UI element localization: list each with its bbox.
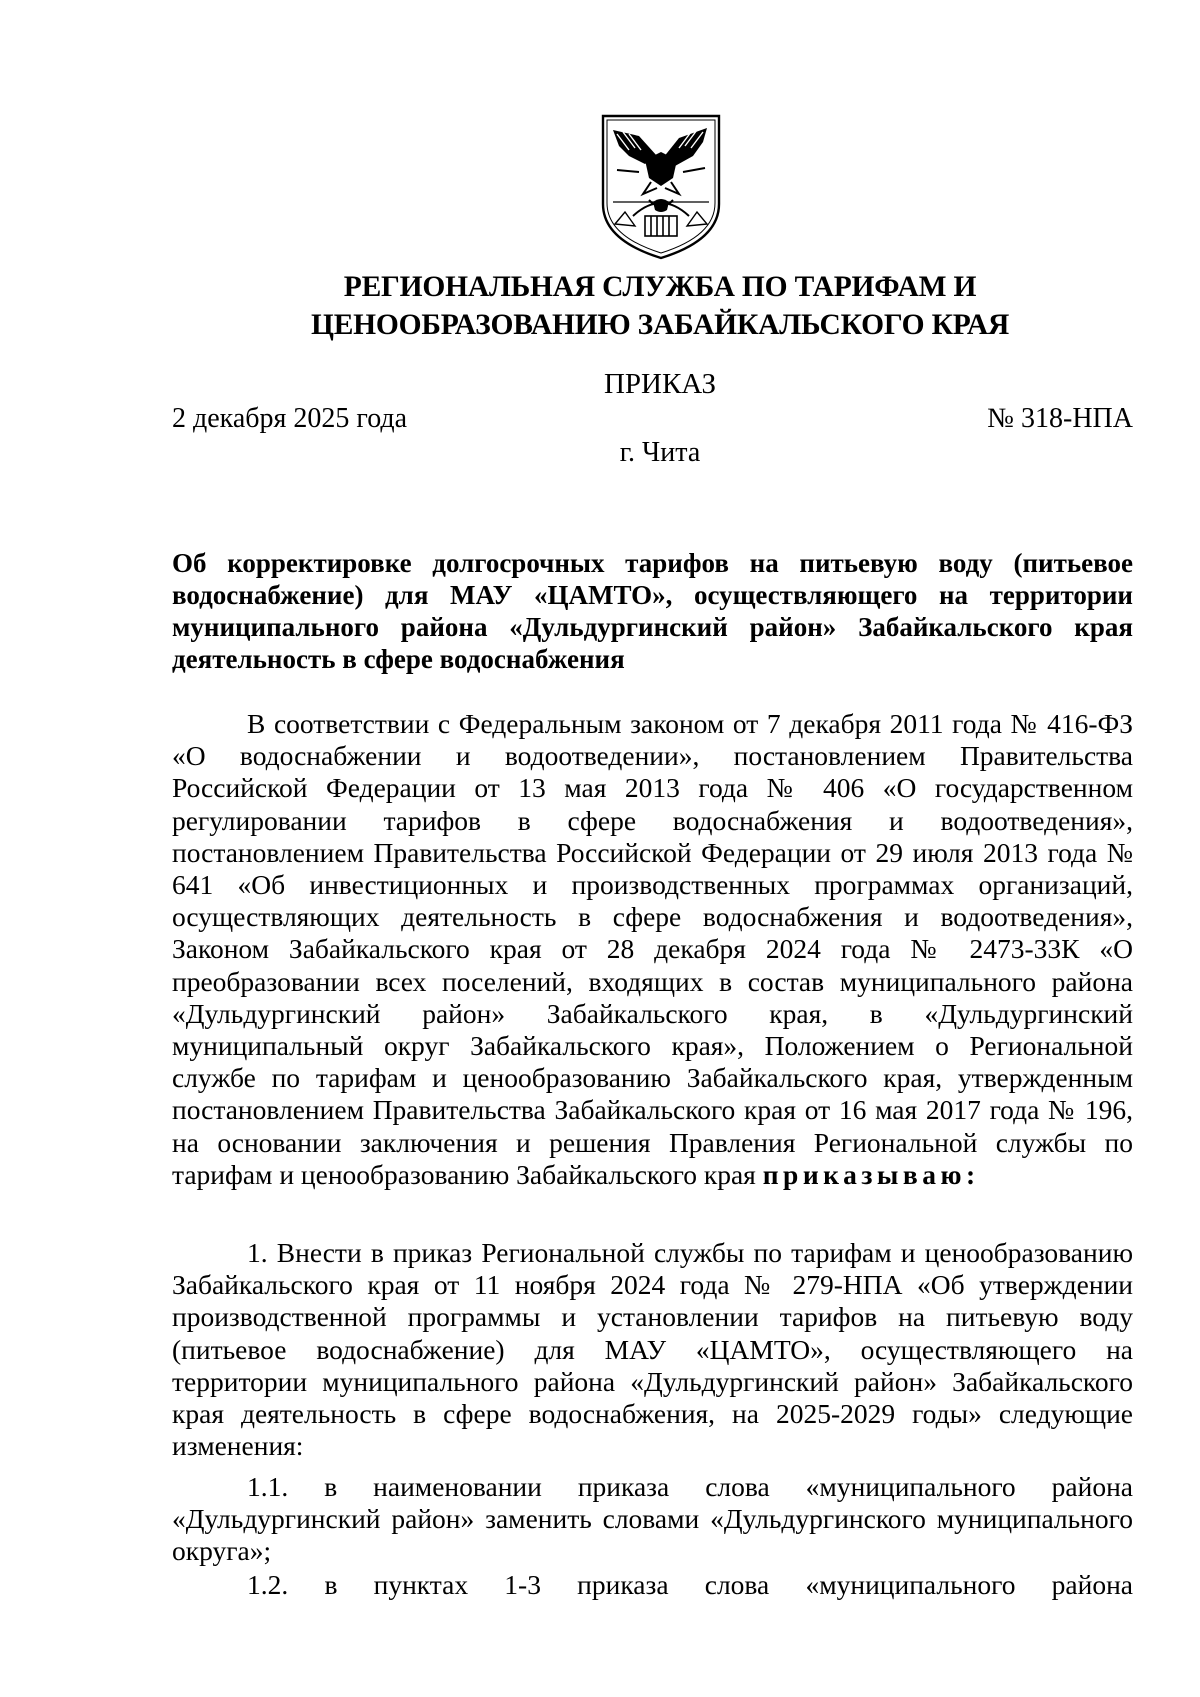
- item-1-2-paragraph: 1.2. в пунктах 1-3 приказа слова «муниципального района: [247, 1569, 1133, 1600]
- item-1-paragraph: 1. Внести в приказ Региональной службы по тарифам и ценообразованию Забайкальского края от 11 ноября 2024 года № 279-НПА «Об утверждении производственной программы и установлении тарифов на питьевую воду (питьевое водоснабжение) для МАУ «ЦАМТО», осуществляющего на территории муниципального района «Дульдургинский район» Забайкальского края деятельность в сфере водоснабжения, на 2025-2029 годы» следующие изменения:: [172, 1237, 1133, 1462]
- order-word: приказываю:: [762, 1158, 980, 1190]
- document-type: ПРИКАЗ: [603, 368, 717, 400]
- document-number: № 318-НПА: [987, 403, 1133, 434]
- document-subject: Об корректировке долгосрочных тарифов на питьевую воду (питьевое водоснабжение) для МАУ «ЦАМТО», осуществляющего на территории муниципального района «Дульдургинский район» Забайкальского края деятельность в сфере водоснабжения: [172, 548, 1133, 674]
- document-city: г. Чита: [619, 437, 701, 468]
- coat-of-arms-icon: [599, 112, 723, 262]
- document-date: 2 декабря 2025 года: [172, 403, 408, 434]
- preamble-text: В соответствии с Федеральным законом от 7 декабря 2011 года № 416-ФЗ «О водоснабжении и водоотведении», постановлением Правительства Российской Федерации от 13 мая 2013 года № 406 «О государственном регулировании тарифов в сфере водоснабжения и водоотведения», постановлением Правительства Российской Федерации от 29 июля 2013 года № 641 «Об инвестиционных и производственных программах организаций, осуществляющих деятельность в сфере водоснабжения и водоотведения», Законом Забайкальского края от 28 декабря 2024 года № 2473-33К «О преобразовании всех поселений, входящих в состав муниципального района «Дульдургинский район» Забайкальского края, в «Дульдургинский муниципальный округ Забайкальского края», Положением о Региональной службе по тарифам и ценообразованию Забайкальского края, утвержденным постановлением Правительства Забайкальского края от 16 мая 2017 года № 196, на основании заключения и решения Правления Региональной службы по тарифам и ценообразованию Забайкальского края: [172, 708, 1133, 1190]
- organization-title: [170, 268, 1150, 344]
- item-1-1-paragraph: 1.1. в наименовании приказа слова «муниципального района «Дульдургинский район» заменить словами «Дульдургинского муниципального округа»;: [172, 1471, 1133, 1567]
- organization-title-line2: ЦЕНООБРАЗОВАНИЮ ЗАБАЙКАЛЬСКОГО КРАЯ: [310, 309, 1010, 341]
- preamble-paragraph: [172, 708, 1133, 1191]
- organization-title-line1: РЕГИОНАЛЬНАЯ СЛУЖБА ПО ТАРИФАМ И: [343, 271, 977, 303]
